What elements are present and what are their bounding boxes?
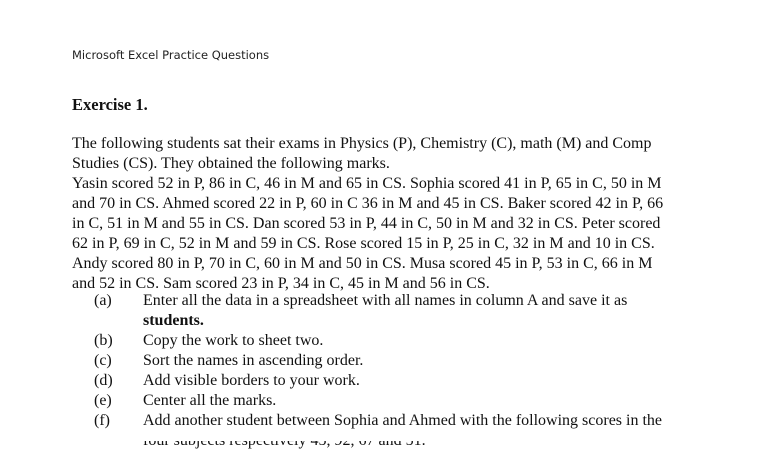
task-item bbox=[72, 391, 713, 411]
intro-line: and 70 in CS. Ahmed scored 22 in P, 60 in C 36 in M and 45 in CS. Baker scored 42 in P, 66 bbox=[72, 195, 664, 212]
task-text-bold: students. bbox=[143, 312, 204, 329]
task-item bbox=[72, 411, 713, 451]
task-text: Copy the work to sheet two. bbox=[143, 332, 324, 349]
task-text: Add visible borders to your work. bbox=[143, 372, 360, 389]
intro-line: Yasin scored 52 in P, 86 in C, 46 in M and 65 in CS. Sophia scored 41 in P, 65 in C, 50 in M bbox=[72, 175, 662, 192]
task-text-main: Add another student between Sophia and Ahmed with the following scores in the bbox=[143, 412, 663, 429]
task-text: Center all the marks. bbox=[143, 392, 277, 409]
intro-line: Studies (CS). They obtained the following marks. bbox=[72, 155, 390, 172]
exercise-heading: Exercise 1. bbox=[72, 95, 148, 114]
intro-line: The following students sat their exams in Physics (P), Chemistry (C), math (M) and Comp bbox=[72, 135, 652, 152]
intro-line: 62 in P, 69 in C, 52 in M and 59 in CS. Rose scored 15 in P, 25 in C, 32 in M and 10 in CS. bbox=[72, 235, 655, 252]
task-item bbox=[72, 331, 713, 351]
intro-line: and 52 in CS. Sam scored 23 in P, 34 in C, 45 in M and 56 in CS. bbox=[72, 275, 490, 292]
task-text-main: Enter all the data in a spreadsheet with all names in column A and save it as bbox=[143, 292, 628, 309]
exercise-intro bbox=[72, 134, 713, 294]
task-item bbox=[72, 371, 713, 391]
intro-line: in C, 51 in M and 55 in CS. Dan scored 53 in P, 44 in C, 50 in M and 32 in CS. Peter scored bbox=[72, 215, 661, 232]
intro-line: Andy scored 80 in P, 70 in C, 60 in M and 50 in CS. Musa scored 45 in P, 53 in C, 66 in M bbox=[72, 255, 653, 272]
task-marker: (a) bbox=[94, 292, 112, 309]
task-text bbox=[143, 291, 713, 331]
task-marker: (b) bbox=[94, 332, 113, 349]
task-item bbox=[72, 291, 713, 331]
task-text: Sort the names in ascending order. bbox=[143, 352, 364, 369]
task-marker: (f) bbox=[94, 412, 110, 429]
task-list bbox=[72, 291, 713, 451]
page-cutoff bbox=[0, 432, 784, 441]
task-text bbox=[143, 411, 713, 451]
task-marker: (c) bbox=[94, 352, 112, 369]
task-marker: (d) bbox=[94, 372, 113, 389]
task-item bbox=[72, 351, 713, 371]
task-marker: (e) bbox=[94, 392, 112, 409]
document-header: Microsoft Excel Practice Questions bbox=[72, 48, 270, 62]
